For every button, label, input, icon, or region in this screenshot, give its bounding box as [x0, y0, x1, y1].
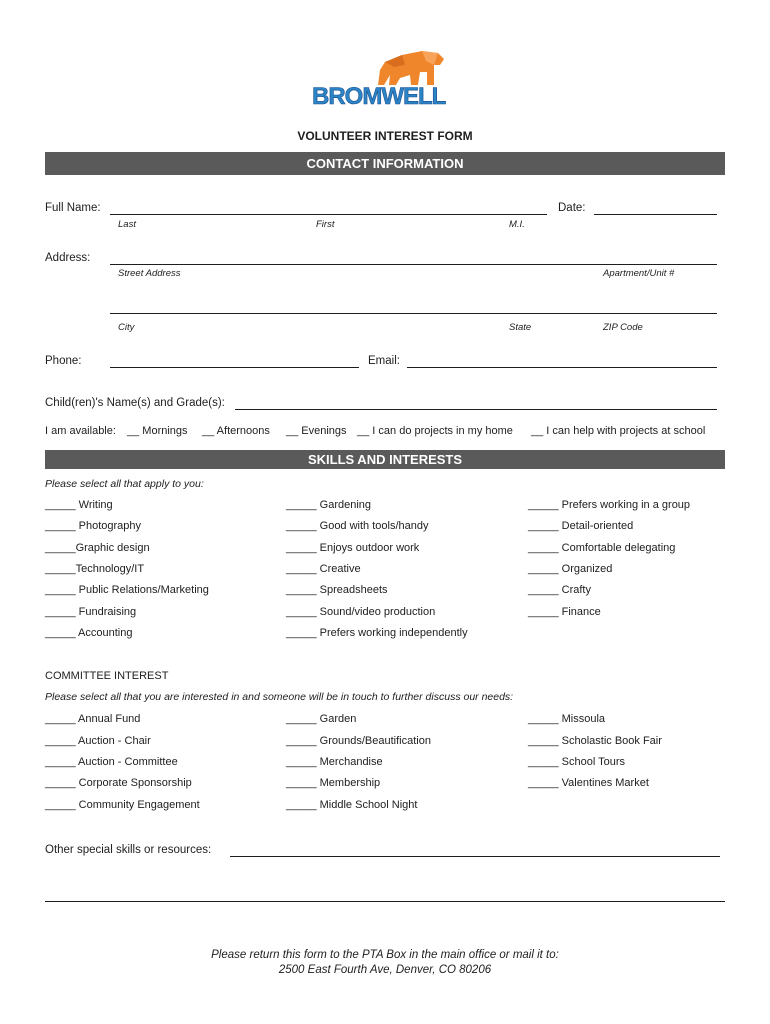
skills-instruction: Please select all that apply to you: [45, 478, 204, 490]
other-skills-label: Other special skills or resources: [45, 844, 212, 856]
committee-title: COMMITTEE INTEREST [45, 670, 169, 682]
skill-delegating[interactable]: _____ Comfortable delegating [528, 542, 676, 554]
committee-book-fair[interactable]: _____ Scholastic Book Fair [528, 735, 662, 747]
availability-label: I am available: [45, 425, 116, 437]
skill-crafty[interactable]: _____ Crafty [528, 584, 591, 596]
skill-creative[interactable]: _____ Creative [286, 563, 361, 575]
street-sublabel: Street Address [118, 268, 181, 279]
committee-merchandise[interactable]: _____ Merchandise [286, 756, 383, 768]
committee-auction-chair[interactable]: _____ Auction - Chair [45, 735, 151, 747]
full-name-field[interactable] [110, 214, 547, 215]
mi-sublabel: M.I. [509, 219, 525, 230]
bromwell-logo [310, 45, 460, 115]
skill-outdoor[interactable]: _____ Enjoys outdoor work [286, 542, 420, 554]
children-field[interactable] [235, 409, 717, 410]
availability-evenings[interactable]: __ Evenings [286, 425, 347, 437]
committee-missoula[interactable]: _____ Missoula [528, 713, 606, 725]
committee-corporate-sponsorship[interactable]: _____ Corporate Sponsorship [45, 777, 192, 789]
committee-annual-fund[interactable]: _____ Annual Fund [45, 713, 141, 725]
committee-valentines-market[interactable]: _____ Valentines Market [528, 777, 649, 789]
availability-afternoons[interactable]: __ Afternoons [202, 425, 270, 437]
skills-section-header: SKILLS AND INTERESTS [45, 450, 725, 469]
skill-pr-marketing[interactable]: _____ Public Relations/Marketing [45, 584, 209, 596]
zip-sublabel: ZIP Code [603, 322, 643, 333]
email-label: Email: [368, 355, 400, 367]
form-title: VOLUNTEER INTEREST FORM [297, 129, 473, 143]
first-sublabel: First [316, 219, 335, 230]
skill-accounting[interactable]: _____ Accounting [45, 627, 133, 639]
children-label: Child(ren)'s Name(s) and Grade(s): [45, 397, 225, 409]
contact-section-header: CONTACT INFORMATION [45, 152, 725, 175]
skill-fundraising[interactable]: _____ Fundraising [45, 606, 137, 618]
skill-group[interactable]: _____ Prefers working in a group [528, 499, 691, 511]
availability-mornings[interactable]: __ Mornings [127, 425, 188, 437]
logo-wordmark: BROMWELL [312, 83, 446, 110]
street-address-field[interactable] [110, 264, 717, 265]
city-sublabel: City [118, 322, 135, 333]
other-skills-field-2[interactable] [45, 901, 725, 902]
availability-school[interactable]: __ I can help with projects at school [531, 425, 706, 437]
committee-membership[interactable]: _____ Membership [286, 777, 381, 789]
skill-finance[interactable]: _____ Finance [528, 606, 601, 618]
committee-grounds[interactable]: _____ Grounds/Beautification [286, 735, 431, 747]
other-skills-field[interactable] [230, 856, 720, 857]
city-state-zip-field[interactable] [110, 313, 717, 314]
email-field[interactable] [407, 367, 717, 368]
date-field[interactable] [594, 214, 717, 215]
skill-gardening[interactable]: _____ Gardening [286, 499, 372, 511]
committee-instruction: Please select all that you are interested in and someone will be in touch to further discuss our needs: [45, 691, 514, 703]
last-sublabel: Last [118, 219, 136, 230]
skill-graphic-design[interactable]: _____Graphic design [45, 542, 150, 554]
skill-independent[interactable]: _____ Prefers working independently [286, 627, 468, 639]
committee-community-engagement[interactable]: _____ Community Engagement [45, 799, 200, 811]
skill-writing[interactable]: _____ Writing [45, 499, 113, 511]
apt-sublabel: Apartment/Unit # [603, 268, 675, 279]
skill-detail[interactable]: _____ Detail-oriented [528, 520, 634, 532]
footer-address: 2500 East Fourth Ave, Denver, CO 80206 [278, 964, 492, 976]
skill-technology[interactable]: _____Technology/IT [45, 563, 145, 575]
committee-school-tours[interactable]: _____ School Tours [528, 756, 626, 768]
skill-sound-video[interactable]: _____ Sound/video production [286, 606, 436, 618]
committee-auction-committee[interactable]: _____ Auction - Committee [45, 756, 178, 768]
committee-middle-school-night[interactable]: _____ Middle School Night [286, 799, 418, 811]
availability-home[interactable]: __ I can do projects in my home [357, 425, 513, 437]
skill-tools[interactable]: _____ Good with tools/handy [286, 520, 429, 532]
skill-spreadsheets[interactable]: _____ Spreadsheets [286, 584, 388, 596]
committee-garden[interactable]: _____ Garden [286, 713, 357, 725]
skill-photography[interactable]: _____ Photography [45, 520, 142, 532]
skill-organized[interactable]: _____ Organized [528, 563, 613, 575]
date-label: Date: [558, 202, 586, 214]
address-label: Address: [45, 252, 91, 264]
full-name-label: Full Name: [45, 202, 101, 214]
footer-line-1: Please return this form to the PTA Box in the main office or mail it to: [211, 949, 559, 961]
phone-label: Phone: [45, 355, 82, 367]
phone-field[interactable] [110, 367, 359, 368]
state-sublabel: State [509, 322, 532, 333]
